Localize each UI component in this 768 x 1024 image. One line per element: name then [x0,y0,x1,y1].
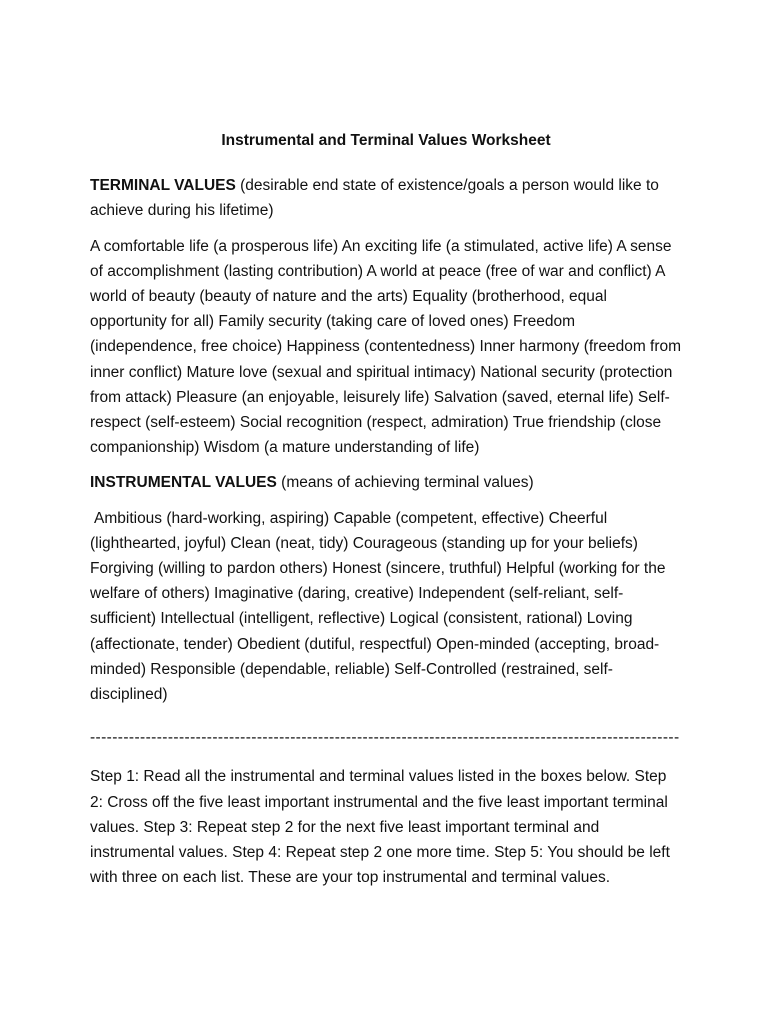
terminal-values-list: A comfortable life (a prosperous life) An exciting life (a stimulated, active life) A sense of accomplishment (lasting contribution) A world at peace (free of war and conflict) A world of beauty (beauty of nature and the arts) Equality (brotherhood, equal opportunity for all) Family security (taking care of loved ones) Freedom (independence, free choice) Happiness (contentedness) Inner harmony (freedom from inner conflict) Mature love (sexual and spiritual intimacy) National security (protection from attack) Pleasure (an enjoyable, leisurely life) Salvation (saved, eternal life) Self-respect (self-esteem) Social recognition (respect, admiration) True friendship (close companionship) Wisdom (a mature understanding of life) [90,237,682,457]
instrumental-values-intro [90,470,682,495]
terminal-values-description: (desirable end state of existence/goals a person would like to achieve during his lifetime) [90,177,659,220]
dashed-separator: ---------------------------------------------------------------------------------------------------------- [90,729,680,747]
instrumental-values-heading: INSTRUMENTAL VALUES [90,474,277,492]
steps-instructions: Step 1: Read all the instrumental and terminal values listed in the boxes below. Step 2: Cross off the five least important instrumental and the five least important terminal values. Step 3: Repeat step 2 for the next five least important terminal and instrumental values. Step 4: Repeat step 2 one more time. Step 5: You should be left with three on each list. These are your top instrumental and terminal values. [90,768,670,887]
instrumental-values-list: Ambitious (hard-working, aspiring) Capable (competent, effective) Cheerful (lighthearted, joyful) Clean (neat, tidy) Courageous (standing up for your beliefs) Forgiving (willing to pardon others) Honest (sincere, truthful) Helpful (working for the welfare of others) Imaginative (daring, creative) Independent (self-reliant, self-sufficient) Intellectual (intelligent, reflective) Logical (consistent, rational) Loving (affectionate, tender) Obedient (dutiful, respectful) Open-minded (accepting, broad-minded) Responsible (dependable, reliable) Self-Controlled (restrained, self-disciplined) [90,509,666,704]
terminal-values-intro [90,173,682,223]
worksheet-page [90,128,682,900]
terminal-values-heading: TERMINAL VALUES [90,177,236,195]
document-title: Instrumental and Terminal Values Worksheet [221,132,551,149]
instrumental-values-description: (means of achieving terminal values) [276,474,534,492]
